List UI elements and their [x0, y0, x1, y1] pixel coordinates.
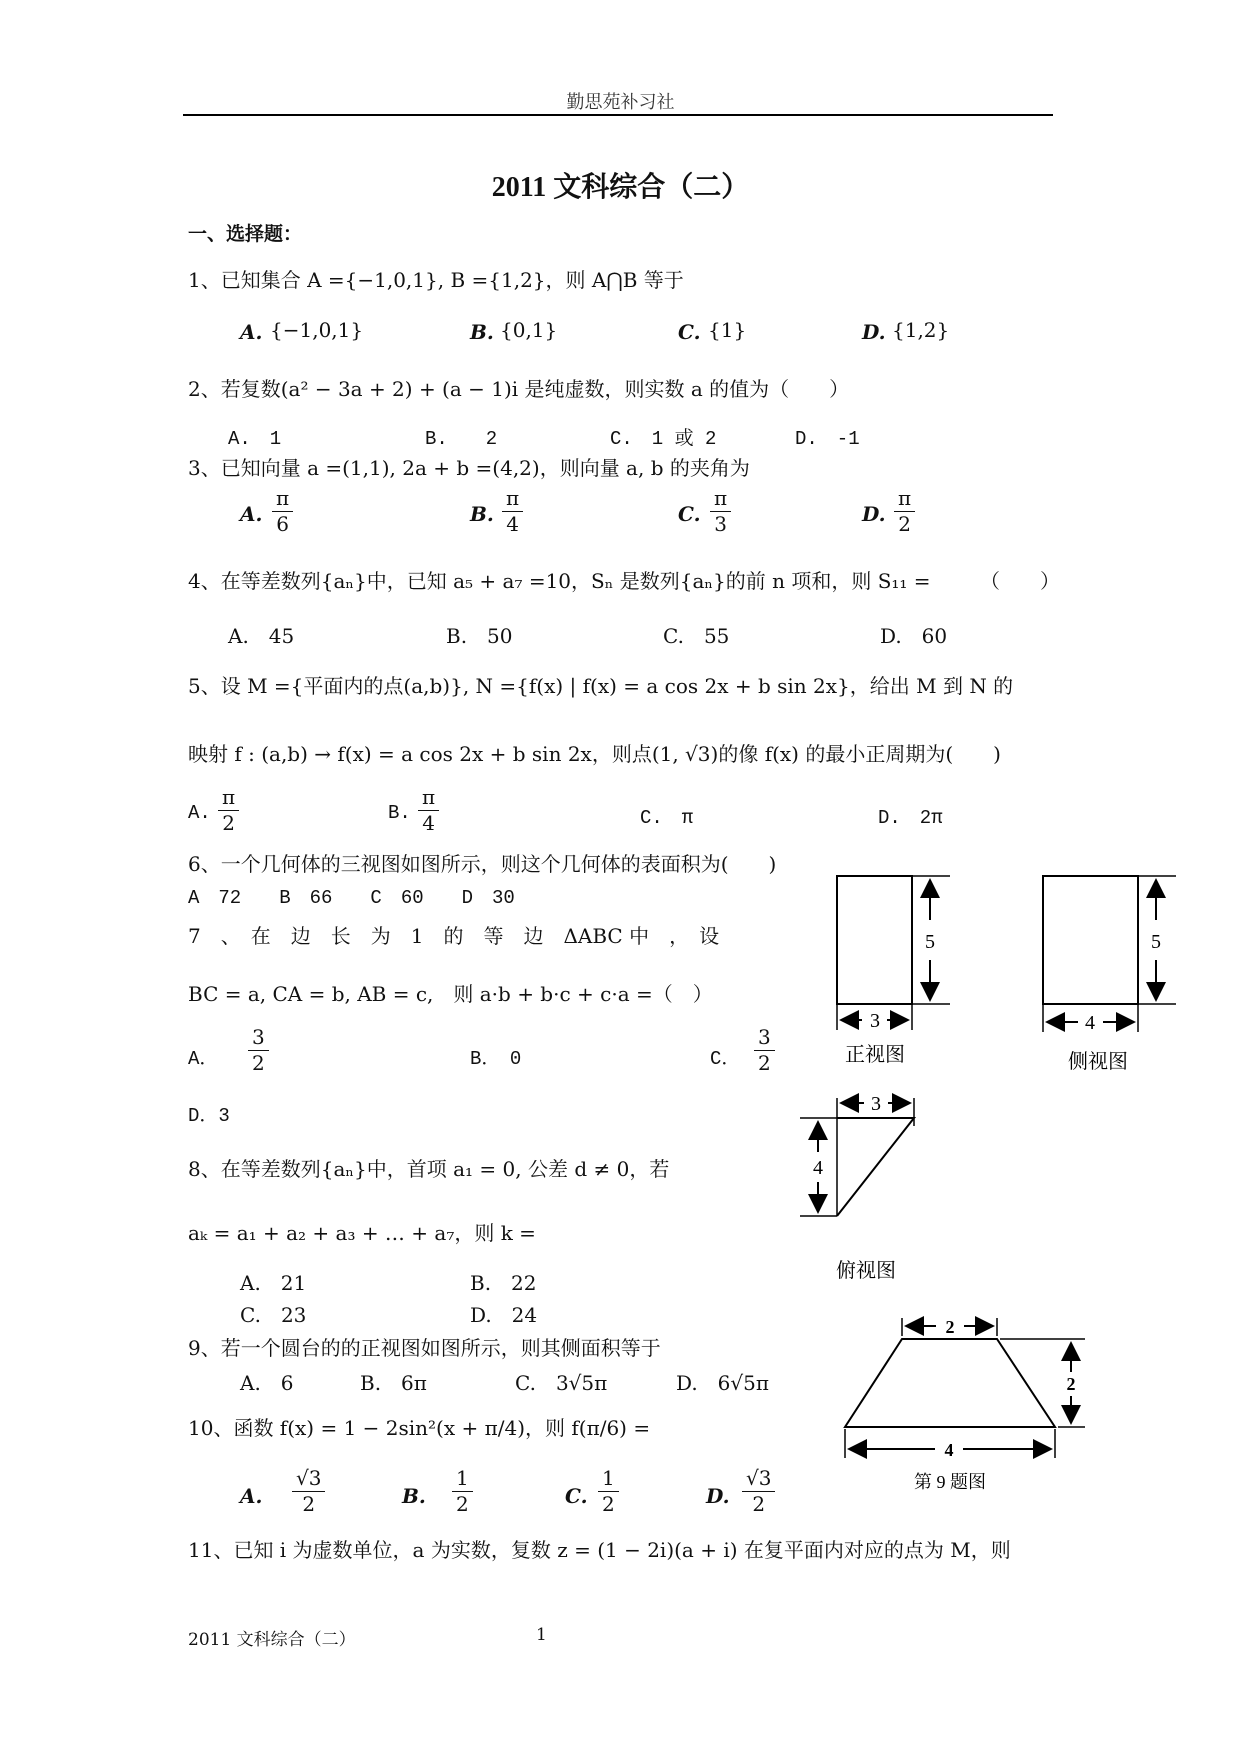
q7-opt-a-label: A． [188, 1048, 219, 1070]
footer-title: 2011 文科综合（二） [188, 1630, 356, 1650]
question-4-paren: （ ） [980, 569, 1060, 593]
q1-opt-c: {1} [708, 318, 747, 342]
question-5-line-2: 映射 f : (a,b) → f(x) = a cos 2x + b sin 2x，则点(1, √3)的像 f(x) 的最小正周期为( ) [188, 742, 1001, 766]
q3-opt-b-fraction: $\frac{\pi}{4}$ [502, 486, 523, 537]
q3-opt-d-label: D. [862, 502, 886, 526]
side-view-width: 4 [1085, 1012, 1095, 1034]
q4-opt-b: B. 50 [446, 624, 513, 648]
q9-opt-d: D. 6√5π [676, 1371, 770, 1395]
q7-opt-a-fraction: $\frac{3}{2}$ [248, 1025, 269, 1076]
q3-opt-c-fraction: $\frac{\pi}{3}$ [710, 486, 731, 537]
q6-options: A 72 B 66 C 60 D 30 [188, 887, 515, 909]
question-9: 9、若一个圆台的的正视图如图所示，则其侧面积等于 [188, 1336, 661, 1360]
q10-opt-b-fraction: $\frac{1}{2}$ [452, 1466, 473, 1517]
q5-opt-b-label: B. [388, 802, 411, 824]
q1-opt-c-label: C. [678, 320, 701, 344]
q9-opt-a: A. 6 [240, 1371, 294, 1395]
q7-opt-b: B． 0 [470, 1048, 522, 1070]
q3-opt-b-label: B. [470, 502, 494, 526]
frustum-label: 第 9 题图 [914, 1472, 986, 1492]
question-8-line-2: aₖ = a₁ + a₂ + a₃ + … + a₇，则 k = [188, 1221, 536, 1245]
question-3: 3、已知向量 a =(1,1), 2a + b =(4,2)，则向量 a, b 的夹角为 [188, 456, 750, 480]
q2-opt-b: B. 2 [425, 428, 498, 450]
q7-opt-c-fraction: $\frac{3}{2}$ [754, 1025, 775, 1076]
question-7-line-2: BC = a, CA = b, AB = c, 则 a·b + b·c + c·a =（ ） [188, 982, 713, 1006]
q1-opt-d-label: D. [862, 320, 886, 344]
front-view-width: 3 [870, 1010, 880, 1032]
q4-opt-a: A. 45 [228, 624, 295, 648]
question-8-line-1: 8、在等差数列{aₙ}中，首项 a₁ = 0, 公差 d ≠ 0，若 [188, 1157, 670, 1181]
question-5-line-1: 5、设 M ={平面内的点(a,b)}, N ={f(x) | f(x) = a cos 2x + b sin 2x}，给出 M 到 N 的 [188, 674, 1014, 698]
front-view-label: 正视图 [845, 1044, 905, 1066]
q8-opt-a: A. 21 [240, 1271, 307, 1295]
q7-opt-d: D．3 [188, 1105, 230, 1127]
question-10: 10、函数 f(x) = 1 − 2sin²(x + π/4)，则 f(π/6) = [188, 1416, 651, 1440]
question-1: 1、已知集合 A ={−1,0,1}, B ={1,2}，则 A⋂B 等于 [188, 268, 684, 292]
q8-opt-c: C. 23 [240, 1303, 307, 1327]
q8-opt-b: B. 22 [470, 1271, 537, 1295]
q5-opt-a-label: A. [188, 802, 211, 824]
frustum-top-width: 2 [945, 1317, 955, 1337]
top-view-label: 俯视图 [836, 1260, 896, 1282]
question-7-line-1: 7 、 在 边 长 为 1 的 等 边 ΔABC 中 ， 设 [188, 924, 720, 948]
q3-opt-d-fraction: $\frac{\pi}{2}$ [894, 486, 915, 537]
q2-opt-a: A. 1 [228, 428, 282, 450]
top-view-width: 3 [871, 1093, 881, 1115]
question-4: 4、在等差数列{aₙ}中，已知 a₅ + a₇ =10，Sₙ 是数列{aₙ}的前 n 项和，则 S₁₁ = [188, 569, 931, 593]
q10-opt-a-fraction: $\frac{√3}{2}$ [292, 1466, 325, 1517]
q1-opt-d: {1,2} [892, 318, 950, 342]
side-view-height: 5 [1151, 931, 1161, 953]
question-2: 2、若复数(a² − 3a + 2) + (a − 1)i 是纯虚数，则实数 a 的值为（ ） [188, 377, 850, 401]
document-title: 2011 文科综合（二） [491, 172, 750, 203]
q9-opt-c: C. 3√5π [515, 1371, 608, 1395]
question-11: 11、已知 i 为虚数单位，a 为实数，复数 z = (1 − 2i)(a + i) 在复平面内对应的点为 M，则 [188, 1538, 1011, 1562]
q5-opt-d: D. 2π [878, 807, 943, 829]
q5-opt-b-fraction: $\frac{\pi}{4}$ [418, 785, 439, 836]
q10-opt-d-label: D. [706, 1484, 730, 1508]
side-view [1043, 876, 1176, 1073]
frustum-bottom-width: 4 [944, 1440, 954, 1460]
q10-opt-c-label: C. [565, 1484, 588, 1508]
top-view-height: 4 [813, 1157, 823, 1179]
q1-opt-b: {0,1} [500, 318, 558, 342]
q8-opt-d: D. 24 [470, 1303, 538, 1327]
q3-opt-a-fraction: $\frac{\pi}{6}$ [272, 486, 293, 537]
q2-opt-d: D. -1 [795, 428, 860, 450]
q1-opt-a: {−1,0,1} [270, 318, 364, 342]
q10-opt-a-label: A. [240, 1484, 263, 1508]
frustum-figure [845, 1317, 1085, 1492]
q9-opt-b: B. 6π [360, 1371, 427, 1395]
top-view [800, 1093, 914, 1282]
q2-opt-c: C. 1 或 2 [610, 428, 717, 450]
page-number: 1 [536, 1625, 547, 1645]
q4-opt-c: C. 55 [663, 624, 730, 648]
q5-opt-a-fraction: $\frac{\pi}{2}$ [218, 785, 239, 836]
front-view-height: 5 [925, 931, 935, 953]
q10-opt-b-label: B. [402, 1484, 426, 1508]
q3-opt-a-label: A. [240, 502, 263, 526]
q4-opt-d: D. 60 [880, 624, 948, 648]
page-header: 勤思苑补习社 [566, 92, 675, 113]
front-view [837, 876, 950, 1066]
q3-opt-c-label: C. [678, 502, 701, 526]
question-6: 6、一个几何体的三视图如图所示，则这个几何体的表面积为( ) [188, 852, 777, 876]
frustum-height: 2 [1066, 1374, 1076, 1394]
q10-opt-c-fraction: $\frac{1}{2}$ [598, 1466, 619, 1517]
q1-opt-a-label: A. [240, 320, 263, 344]
q7-opt-c-label: C． [710, 1048, 741, 1070]
side-view-label: 侧视图 [1068, 1051, 1128, 1073]
q1-opt-b-label: B. [470, 320, 494, 344]
section-title: 一、选择题： [188, 223, 303, 245]
q10-opt-d-fraction: $\frac{√3}{2}$ [742, 1466, 775, 1517]
q5-opt-c: C. π [640, 807, 694, 829]
